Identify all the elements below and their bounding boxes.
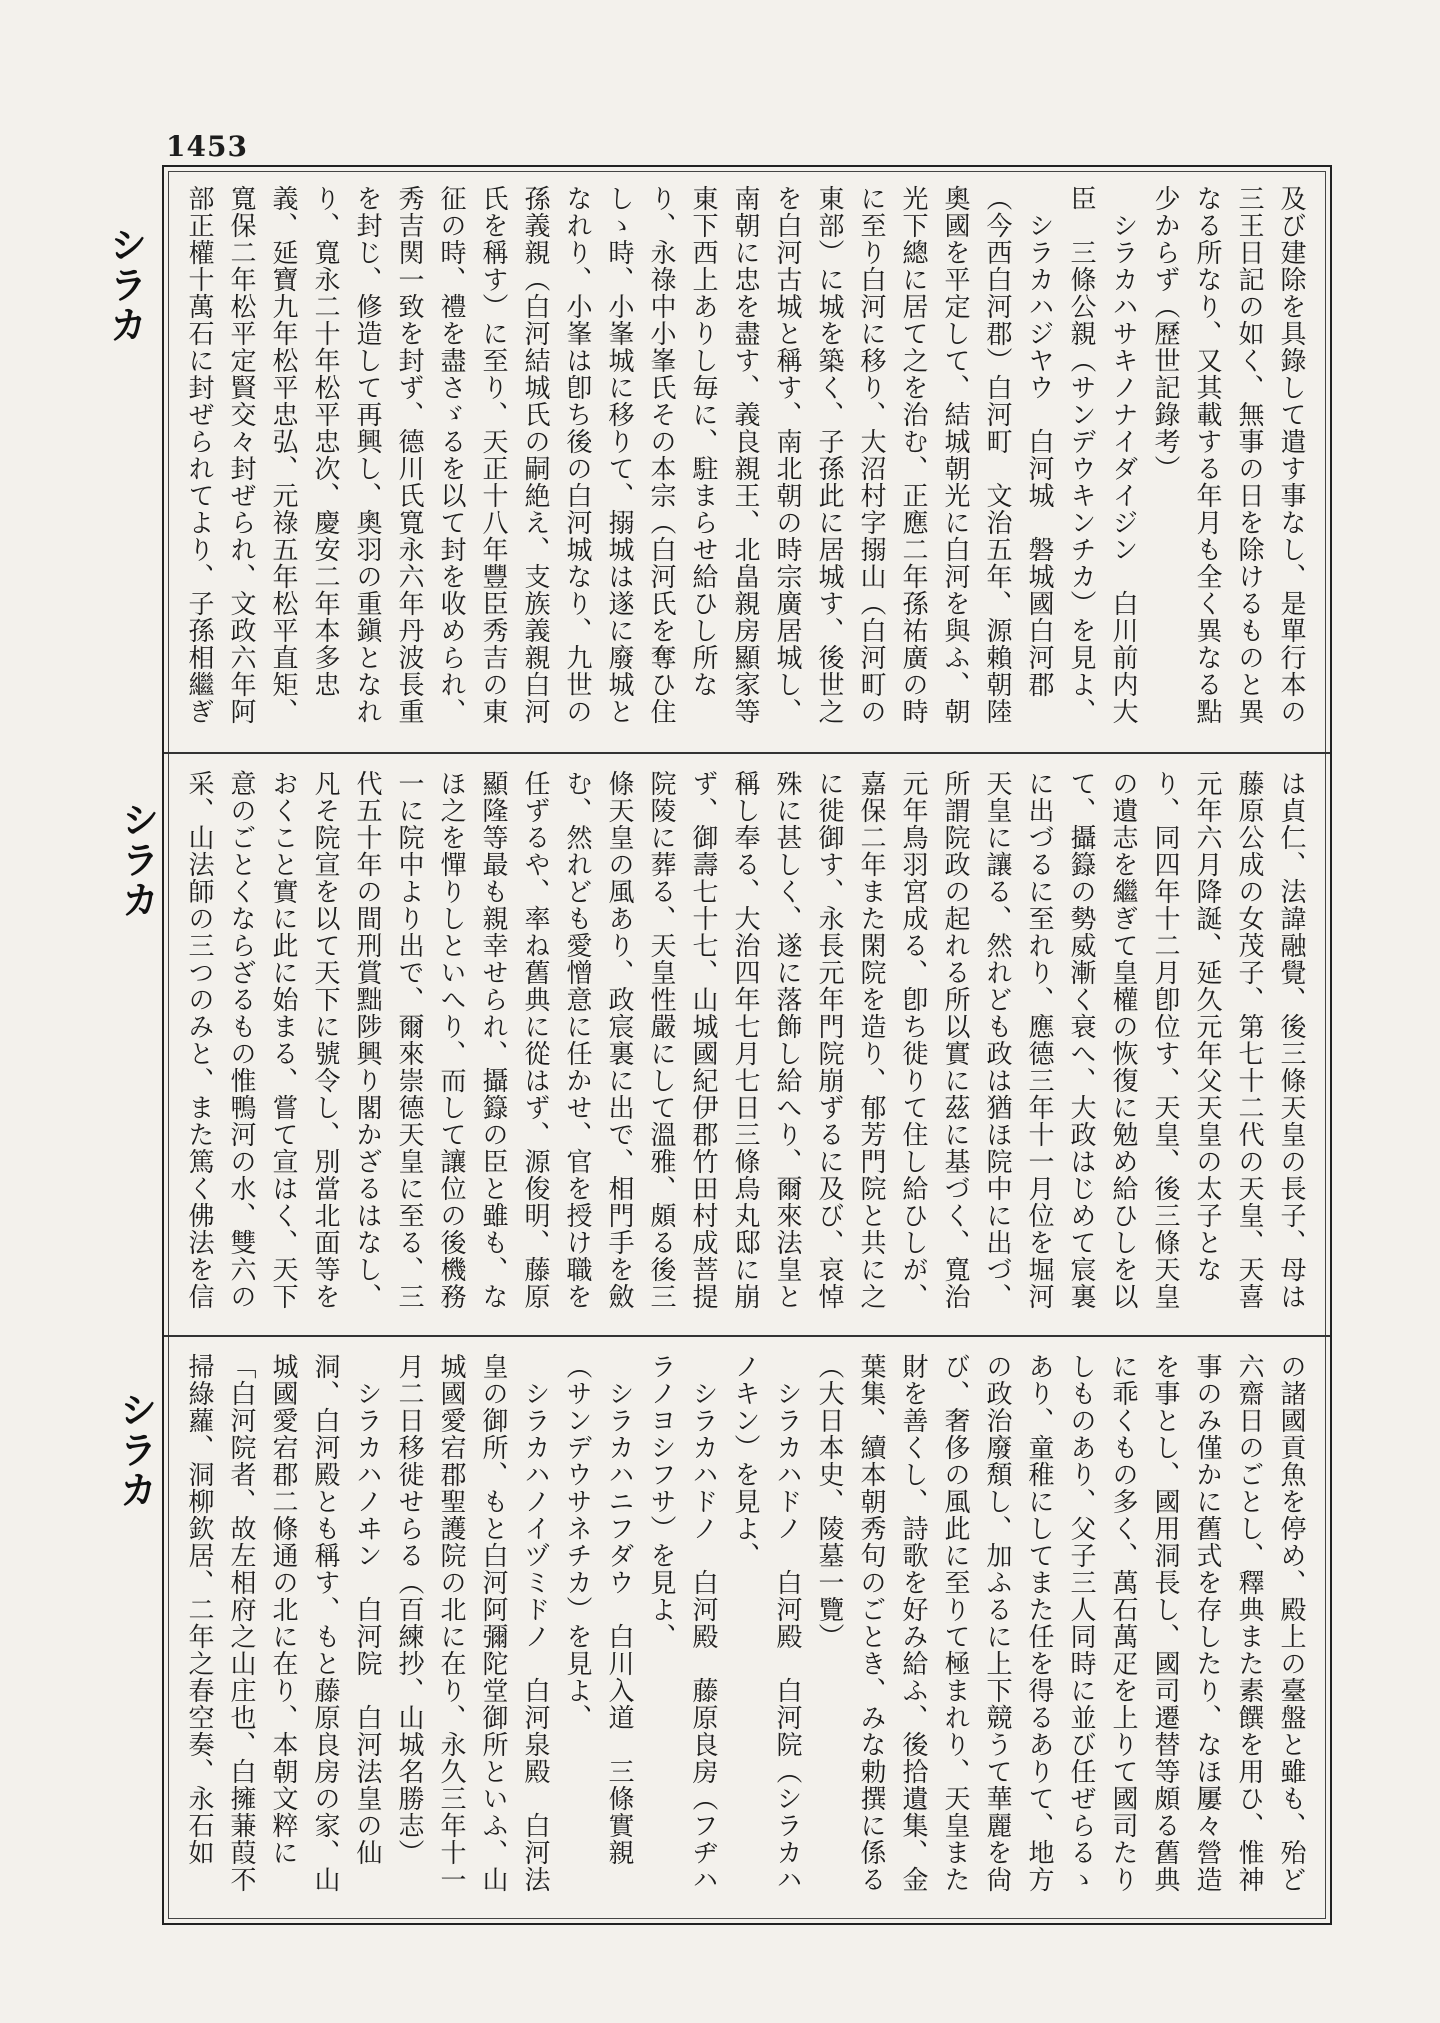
band-text: の諸國貢魚を停め、殿上の臺盤と雖も、殆ど六齋日のごとし、釋典また素饌を用ひ、惟神事のみ僅かに舊式を存したり、なほ屢々營造を事とし、國用洞長し、國司遷替等頗る舊典に乖くもの多く、萬石萬疋を上りて國司たりしものあり、父子三人同時に並び任ぜらるゝあり、童稚にしてまた任を得るありて、地方の政治廢頽し、加ふるに上下競うて華麗を尙び、奢侈の風此に至りて極まれり、天皇また財を善くし、詩歌を好み給ふ、後拾遺集、金葉集、續本朝秀句のごとき、みな勅撰に係る（大日本史、陵墓一覽） シラカハドノ 白河殿 白河院（シラカハノキン）を見よ、 シラカハドノ 白河殿 藤原良房（フヂハラノヨシフサ）を見よ、 シラカハニフダウ 白川入道 三條實親（サンデウサネチカ）を見よ、 シラカハノイヅミドノ 白河泉殿 白河法皇の御所、もと白河阿彌陀堂御所といふ、山城國愛宕郡聖護院の北に在り、永久三年十一月二日移徙せらる（百練抄、山城名勝志） シラカハノヰン 白河院 白河法皇の仙洞、白河殿とも稱す、もと藤原良房の家、山城國愛宕郡二條通の北に在り、本朝文粹に「白河院者、故左相府之山庄也、白擁蒹葭不掃綠蘿、洞柳欽居、二年之春空奏、永石如	[184, 1353, 1306, 1893]
text-band-bottom	[164, 1335, 1330, 1927]
text-frame	[162, 165, 1332, 1925]
side-label-middle: シラカ	[115, 800, 159, 920]
page-number: 1453	[166, 130, 248, 163]
text-band-top	[164, 167, 1330, 754]
side-label-bottom: シラカ	[113, 1390, 157, 1510]
band-text: 及び建除を具錄して遣す事なし、是單行本の三王日記の如く、無事の日を除けるものと異なる所なり、又其載する年月も全く異なる點少からず（歷世記錄考） シラカハサキノナイダイジン 白川前内大臣 三條公親（サンデウキンチカ）を見よ、 シラカハジヤウ 白河城 磐城國白河郡（今西白河郡）白河町 文治五年、源賴朝陸奧國を平定して、結城朝光に白河を與ふ、朝光下總に居て之を治む、正應二年孫祐廣の時に至り白河に移り、大沼村字搦山（白河町の東部）に城を築く、子孫此に居城す、後世之を白河古城と稱す、南北朝の時宗廣居城し、南朝に忠を盡す、義良親王、北畠親房顯家等東下西上ありし毎に、駐まらせ給ひし所なり、永祿中小峯氏その本宗（白河氏を奪ひ住しゝ時、小峯城に移りて、搦城は遂に廢城となれり、小峯は卽ち後の白河城なり、九世の孫義親（白河結城氏の嗣絶え、支族義親白河氏を稱す）に至り、天正十八年豐臣秀吉の東征の時、禮を盡さゞるを以て封を收められ、秀吉関一致を封ず、德川氏寬永六年丹波長重を封じ、修造して再興し、奧羽の重鎭となれり、寬永二十年松平忠次、慶安二年本多忠義、延寶九年松平忠弘、元祿五年松平直矩、寬保二年松平定賢交々封ぜられ、文政六年阿部正權十萬石に封ぜられてより、子孫相繼ぎ	[184, 185, 1306, 725]
side-label-top: シラカ	[103, 225, 147, 345]
text-band-middle	[164, 752, 1330, 1337]
band-text: は貞仁、法諱融覺、後三條天皇の長子、母は藤原公成の女茂子、第七十二代の天皇、天喜元年六月降誕、延久元年父天皇の太子となり、同四年十二月卽位す、天皇、後三條天皇の遺志を繼ぎて皇權の恢復に勉め給ひしを以て、攝籙の勢威漸く衰へ、大政はじめて宸裏に出づるに至れり、應德三年十一月位を堀河天皇に讓る、然れども政は猶ほ院中に出づ、所謂院政の起れる所以實に茲に基づく、寬治元年鳥羽宮成る、卽ち徙りて住し給ひしが、嘉保二年また閑院を造り、郁芳門院と共に之に徙御す、永長元年門院崩ずるに及び、哀悼殊に甚しく、遂に落飾し給へり、爾來法皇と稱し奉る、大治四年七月七日三條烏丸邸に崩ず、御壽七十七、山城國紀伊郡竹田村成菩提院陵に葬る、天皇性嚴にして溫雅、頗る後三條天皇の風あり、政宸裏に出で、相門手を斂む、然れども愛憎意に任かせ、官を授け職を任ずるや、率ね舊典に從はず、源俊明、藤原顯隆等最も親幸せられ、攝籙の臣と雖も、なほ之を憚りしといへり、而して讓位の後機務一に院中より出で、爾來崇德天皇に至る、三代五十年の間刑賞黜陟興り閣かざるはなし、凡そ院宣を以て天下に號令し、別當北面等をおくこと實に此に始まる、嘗て宣はく、天下意のごとくならざるもの惟鴨河の水、雙六の采、山法師の三つのみと、また篤く佛法を信	[184, 770, 1306, 1310]
